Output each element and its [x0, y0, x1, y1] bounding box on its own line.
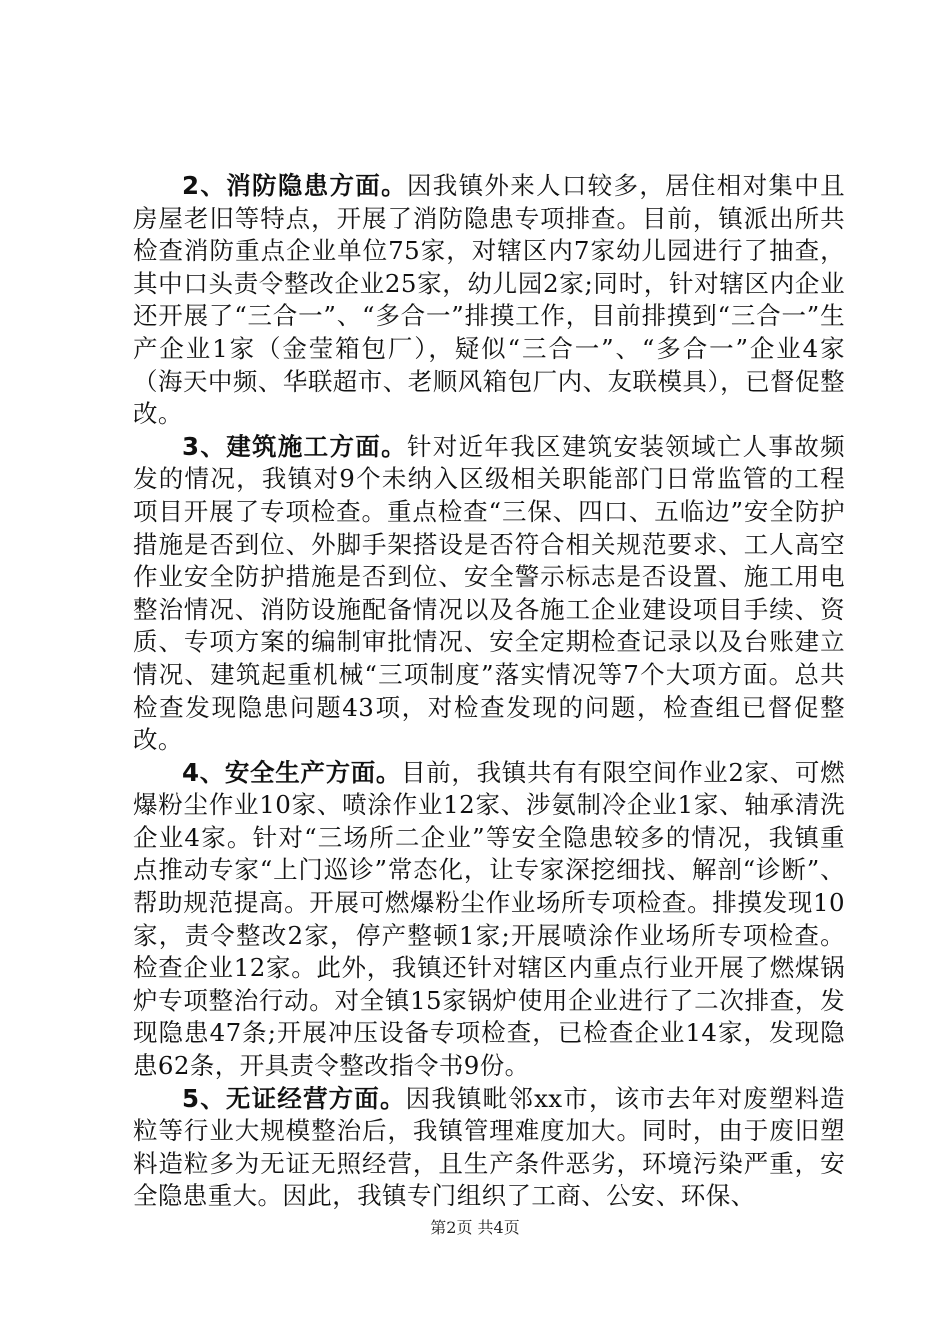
- page-footer: 第2页 共4页: [430, 1218, 520, 1237]
- section-heading: 5、无证经营方面。: [182, 1083, 406, 1113]
- paragraph-construction: [133, 431, 845, 757]
- section-heading: 2、消防隐患方面。: [182, 171, 407, 200]
- paragraph-production-safety: [133, 757, 845, 1083]
- paragraph-unlicensed-business: [133, 1083, 845, 1213]
- paragraph-text: 因我镇外来人口较多，居住相对集中且房屋老旧等特点，开展了消防隐患专项排查。目前，镇派出所共检查消防重点企业单位75家，对辖区内7家幼儿园进行了抽查，其中口头责令整改企业25家，幼儿园2家;同时，针对辖区内企业还开展了“三合一”、“多合一”排摸工作，目前排摸到“三合一”生产企业1家（金莹箱包厂），疑似“三合一”、“多合一”企业4家（海天中频、华联超市、老顺风箱包厂内、友联模具），已督促整改。: [133, 171, 845, 429]
- document-body: [133, 170, 845, 1213]
- paragraph-text: 针对近年我区建筑安装领域亡人事故频发的情况，我镇对9个未纳入区级相关职能部门日常监管的工程项目开展了专项检查。重点检查“三保、四口、五临边”安全防护措施是否到位、外脚手架搭设是否符合相关规范要求、工人高空作业安全防护措施是否到位、安全警示标志是否设置、施工用电整治情况、消防设施配备情况以及各施工企业建设项目手续、资质、专项方案的编制审批情况、安全定期检查记录以及台账建立情况、建筑起重机械“三项制度”落实情况等7个大项方面。总共检查发现隐患问题43项，对检查发现的问题，检查组已督促整改。: [133, 431, 845, 755]
- section-heading: 4、安全生产方面。: [182, 757, 402, 787]
- section-heading: 3、建筑施工方面。: [182, 431, 407, 461]
- paragraph-fire-safety: [133, 170, 845, 431]
- paragraph-text: 因我镇毗邻xx市，该市去年对废塑料造粒等行业大规模整治后，我镇管理难度加大。同时，由于废旧塑料造粒多为无证无照经营，且生产条件恶劣，环境污染严重，安全隐患重大。因此，我镇专门组织了工商、公安、环保、: [133, 1083, 845, 1211]
- paragraph-text: 目前，我镇共有有限空间作业2家、可燃爆粉尘作业10家、喷涂作业12家、涉氨制冷企业1家、轴承清洗企业4家。针对“三场所二企业”等安全隐患较多的情况，我镇重点推动专家“上门巡诊”常态化，让专家深挖细找、解剖“诊断”、帮助规范提高。开展可燃爆粉尘作业场所专项检查。排摸发现10家，责令整改2家，停产整顿1家;开展喷涂作业场所专项检查。检查企业12家。此外，我镇还针对辖区内重点行业开展了燃煤锅炉专项整治行动。对全镇15家锅炉使用企业进行了二次排查，发现隐患47条;开展冲压设备专项检查，已检查企业14家，发现隐患62条，开具责令整改指令书9份。: [133, 757, 845, 1081]
